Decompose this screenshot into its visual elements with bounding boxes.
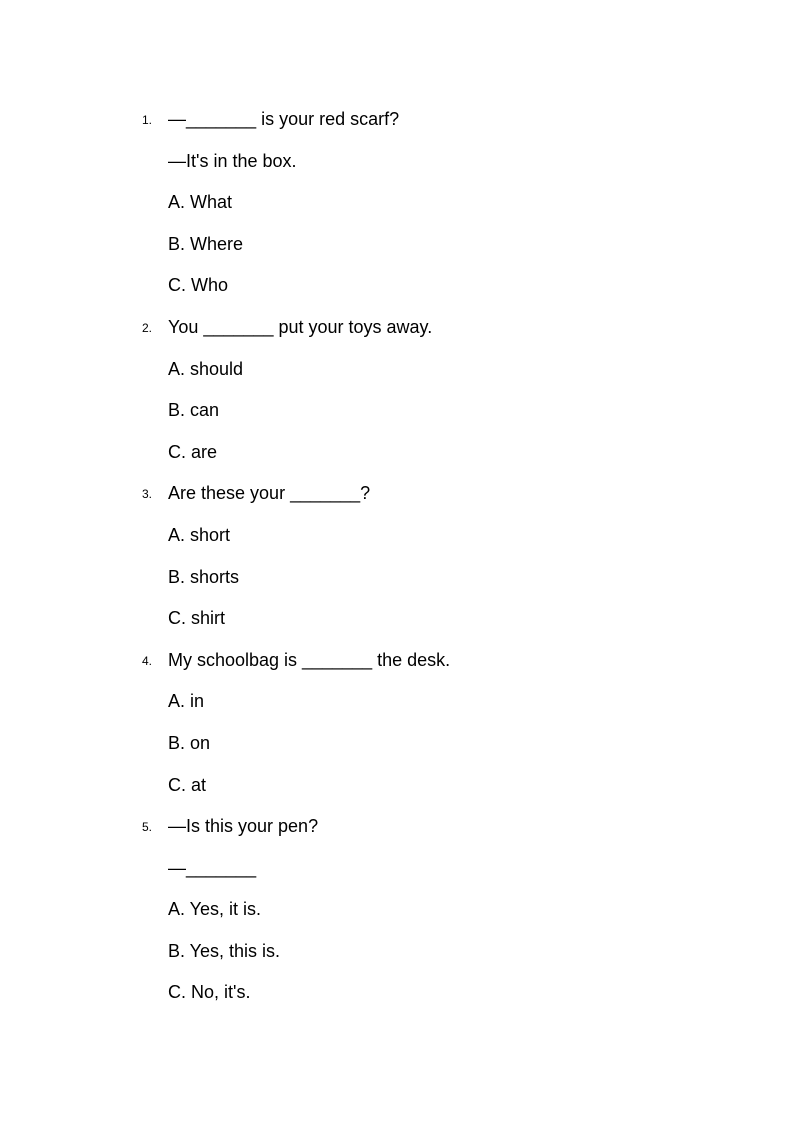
question-2-stem (140, 309, 450, 351)
option-text: A. What (168, 192, 233, 213)
question-4-option-b (140, 725, 450, 767)
option-text: A. should (168, 358, 244, 379)
question-3-option-b (140, 559, 450, 601)
question-3-option-c (140, 600, 450, 642)
question-text: You _______ put your toys away. (168, 316, 433, 337)
question-5-option-b (140, 933, 450, 975)
question-5-option-a (140, 891, 450, 933)
question-4-stem (140, 642, 450, 684)
question-3-option-a (140, 517, 450, 559)
question-number: 1. (142, 113, 153, 127)
question-2-option-b (140, 392, 450, 434)
option-text: C. at (168, 774, 207, 795)
question-number: 4. (142, 653, 153, 668)
question-2-option-c (140, 434, 450, 476)
question-1-dialogue-reply (140, 143, 450, 185)
option-text: B. Yes, this is. (168, 940, 281, 961)
question-text: Are these your _______? (168, 483, 371, 504)
question-2-option-a (140, 351, 450, 393)
question-number: 3. (142, 487, 153, 502)
question-text: —_______ (168, 857, 257, 878)
option-text: A. Yes, it is. (168, 899, 262, 920)
question-number: 2. (142, 320, 153, 335)
question-4-option-a (140, 683, 450, 725)
option-text: B. shorts (168, 566, 240, 587)
question-5-stem (140, 808, 450, 850)
option-text: C. No, it's. (168, 982, 251, 1003)
question-text: My schoolbag is _______ the desk. (168, 649, 451, 670)
question-5-dialogue-reply (140, 850, 450, 892)
option-text: C. shirt (168, 608, 226, 629)
question-1-option-a (140, 184, 450, 226)
question-text: —_______ is your red scarf? (168, 109, 400, 129)
question-text: —Is this your pen? (168, 816, 319, 837)
question-list (140, 101, 450, 1016)
option-text: C. Who (168, 275, 229, 296)
question-5-option-c (140, 974, 450, 1016)
option-text: B. Where (168, 233, 244, 254)
option-text: B. can (168, 400, 220, 421)
question-4-option-c (140, 767, 450, 809)
question-1-stem (140, 101, 450, 143)
option-text: C. are (168, 441, 218, 462)
question-3-stem (140, 475, 450, 517)
question-text: —It's in the box. (168, 150, 297, 171)
option-text: A. short (168, 524, 231, 545)
option-text: B. on (168, 732, 211, 753)
option-text: A. in (168, 691, 205, 712)
question-number: 5. (142, 820, 153, 835)
question-1-option-c (140, 267, 450, 309)
question-1-option-b (140, 226, 450, 268)
